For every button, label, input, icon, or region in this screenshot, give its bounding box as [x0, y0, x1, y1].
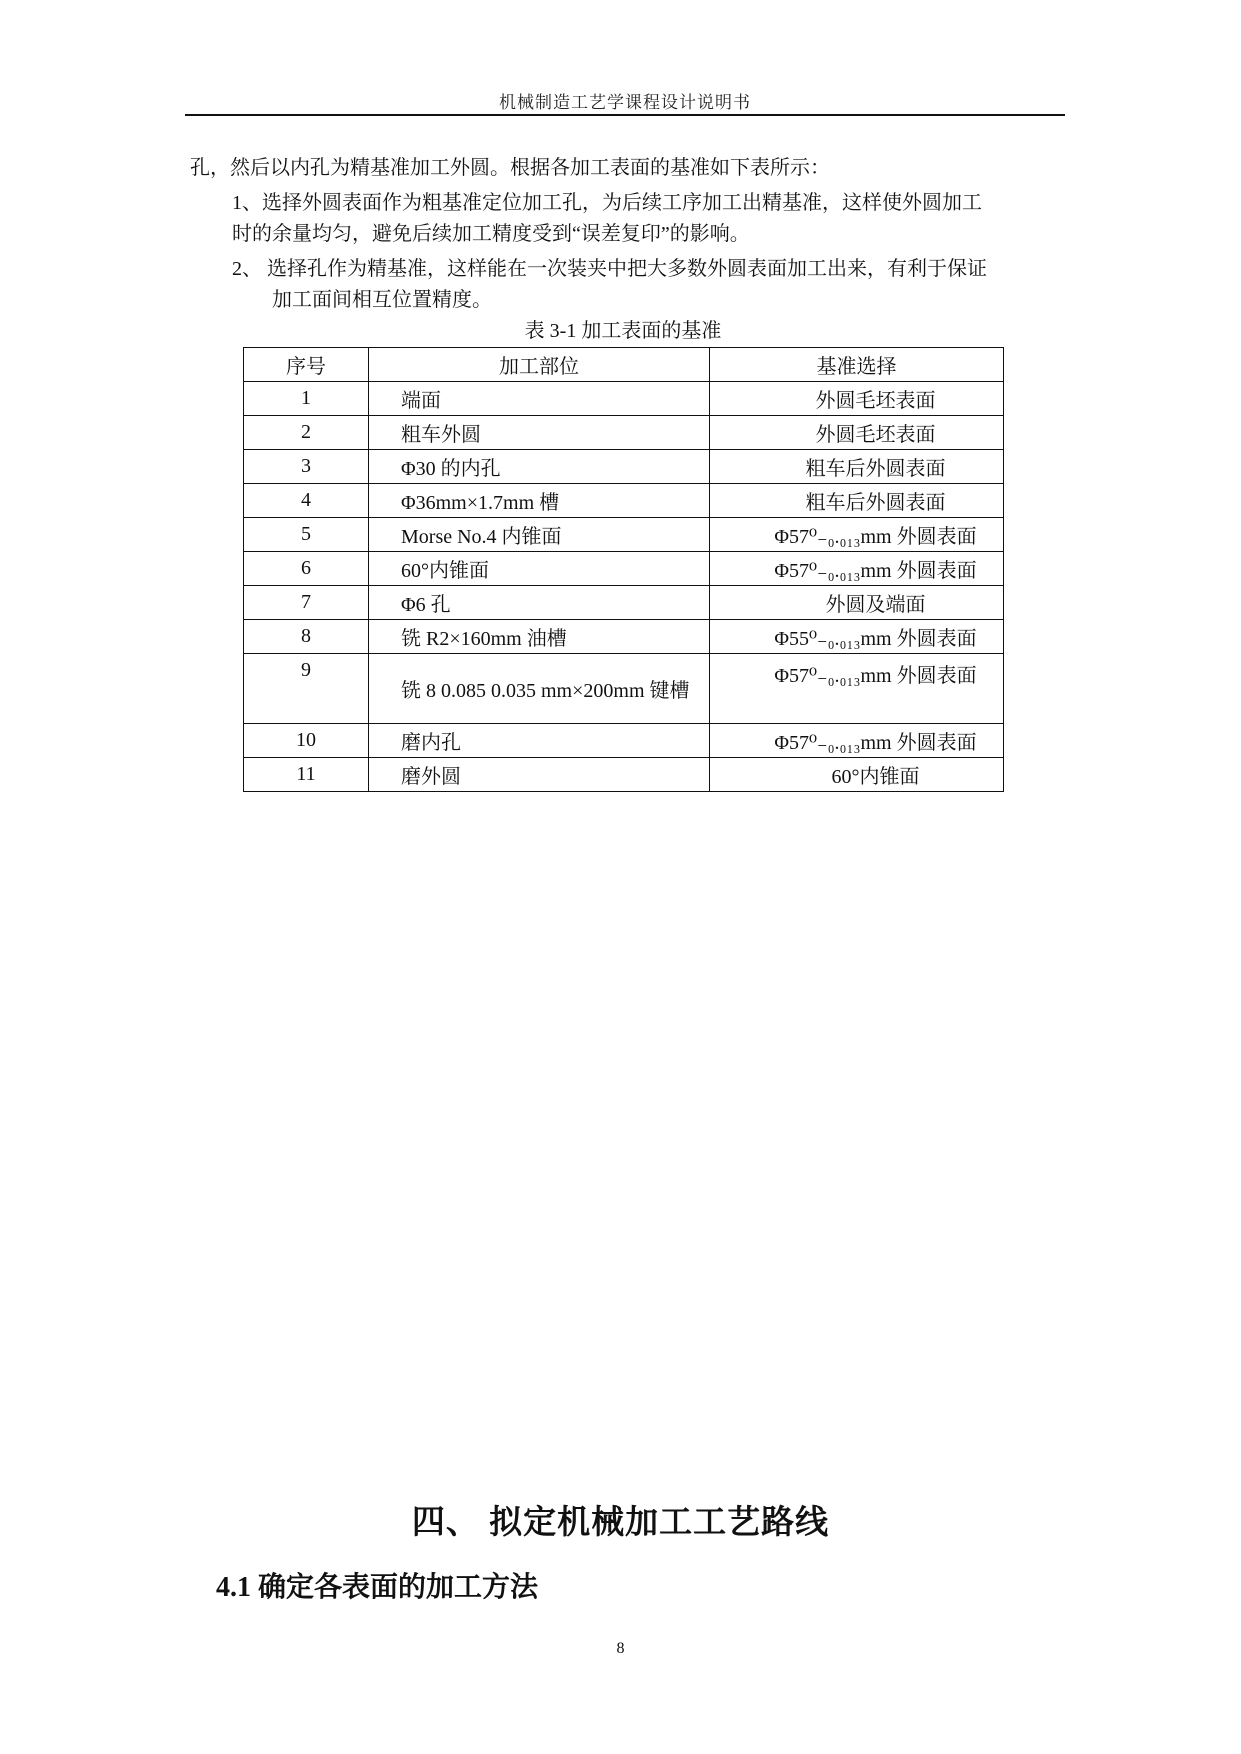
row-datum: Φ55⁰₋₀.₀₁₃mm 外圆表面 — [710, 620, 1004, 654]
row-number: 11 — [244, 758, 369, 792]
row-datum: 外圆毛坯表面 — [710, 382, 1004, 416]
row-part: 铣 8 0.085 0.035 mm×200mm 键槽 — [369, 654, 710, 724]
table-row — [244, 654, 1004, 724]
table-row — [244, 484, 1004, 518]
row-part: Morse No.4 内锥面 — [369, 518, 710, 552]
row-datum: Φ57⁰₋₀.₀₁₃mm 外圆表面 — [710, 724, 1004, 758]
header-cell-number: 序号 — [244, 348, 369, 382]
table-row — [244, 416, 1004, 450]
row-datum: 外圆及端面 — [710, 586, 1004, 620]
subsection-heading: 4.1 确定各表面的加工方法 — [216, 1572, 539, 1603]
row-part: 铣 R2×160mm 油槽 — [369, 620, 710, 654]
list-item-2-line-1: 2、 选择孔作为精基准，这样能在一次装夹中把大多数外圆表面加工出来，有利于保证 — [232, 258, 987, 280]
table-row — [244, 382, 1004, 416]
row-datum: 外圆毛坯表面 — [710, 416, 1004, 450]
header-cell-part: 加工部位 — [369, 348, 710, 382]
table-row — [244, 758, 1004, 792]
table-row — [244, 620, 1004, 654]
row-datum: Φ57⁰₋₀.₀₁₃mm 外圆表面 — [710, 654, 1004, 724]
row-number: 10 — [244, 724, 369, 758]
row-number: 2 — [244, 416, 369, 450]
page-number: 8 — [616, 1640, 625, 1657]
row-number: 4 — [244, 484, 369, 518]
row-datum: 粗车后外圆表面 — [710, 450, 1004, 484]
row-part: Φ30 的内孔 — [369, 450, 710, 484]
row-number: 7 — [244, 586, 369, 620]
table-row — [244, 450, 1004, 484]
row-number: 1 — [244, 382, 369, 416]
table-header-row — [244, 348, 1004, 382]
header-divider — [185, 114, 1065, 116]
datum-table — [243, 347, 1004, 792]
header-cell-datum: 基准选择 — [710, 348, 1004, 382]
row-part: 粗车外圆 — [369, 416, 710, 450]
row-number: 5 — [244, 518, 369, 552]
row-datum: 60°内锥面 — [710, 758, 1004, 792]
row-datum: Φ57⁰₋₀.₀₁₃mm 外圆表面 — [710, 552, 1004, 586]
row-part: 60°内锥面 — [369, 552, 710, 586]
list-item-1-line-2: 时的余量均匀，避免后续加工精度受到“误差复印”的影响。 — [232, 223, 750, 245]
row-datum: Φ57⁰₋₀.₀₁₃mm 外圆表面 — [710, 518, 1004, 552]
table-row — [244, 552, 1004, 586]
row-number: 6 — [244, 552, 369, 586]
row-part: Φ36mm×1.7mm 槽 — [369, 484, 710, 518]
row-part: 磨内孔 — [369, 724, 710, 758]
row-part: Φ6 孔 — [369, 586, 710, 620]
row-part: 端面 — [369, 382, 710, 416]
intro-paragraph: 孔，然后以内孔为精基准加工外圆。根据各加工表面的基准如下表所示： — [190, 157, 830, 179]
row-number: 8 — [244, 620, 369, 654]
row-number: 3 — [244, 450, 369, 484]
row-number: 9 — [244, 654, 369, 724]
table-row — [244, 586, 1004, 620]
table-row — [244, 518, 1004, 552]
list-item-1-line-1: 1、选择外圆表面作为粗基准定位加工孔，为后续工序加工出精基准，这样使外圆加工 — [232, 192, 982, 214]
row-datum: 粗车后外圆表面 — [710, 484, 1004, 518]
section-heading: 四、 拟定机械加工工艺路线 — [411, 1505, 830, 1541]
running-header: 机械制造工艺学课程设计说明书 — [499, 93, 751, 112]
list-item-2-line-2: 加工面间相互位置精度。 — [272, 289, 492, 311]
row-part: 磨外圆 — [369, 758, 710, 792]
table-caption: 表 3-1 加工表面的基准 — [524, 320, 722, 342]
table-row — [244, 724, 1004, 758]
